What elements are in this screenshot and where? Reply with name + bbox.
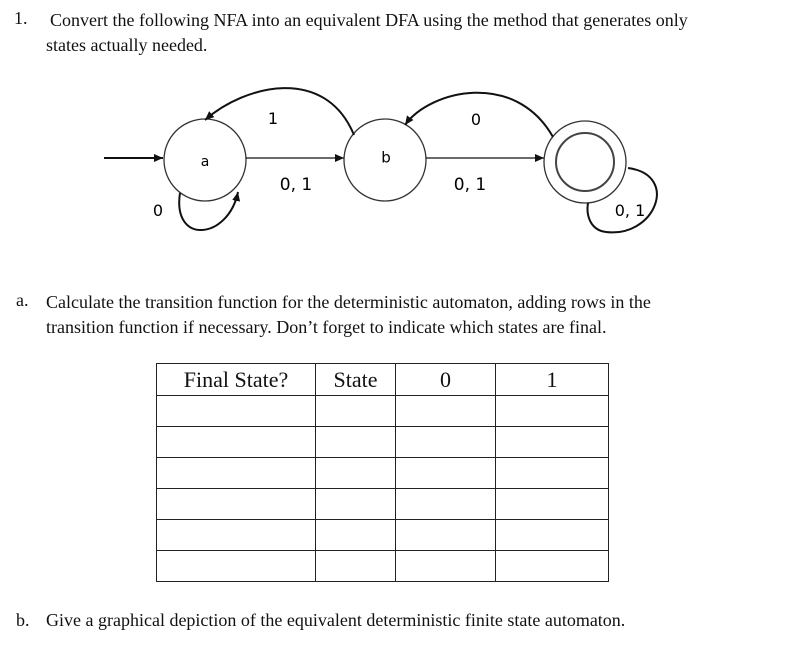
table-header-row: [157, 364, 609, 396]
table-cell[interactable]: [157, 458, 316, 489]
edge-b-to-final-label: 0, 1: [453, 175, 487, 195]
part-a-label: a.: [16, 290, 29, 310]
table-row: [157, 520, 609, 551]
table-cell[interactable]: [396, 427, 496, 458]
edge-b-to-a-label: 1: [267, 109, 279, 128]
table-cell[interactable]: [316, 458, 396, 489]
part-a-text-line1: Calculate the transition function for the deterministic automaton, adding rows in the: [46, 292, 651, 312]
part-b-label: b.: [16, 610, 30, 630]
table-cell[interactable]: [496, 551, 609, 582]
header-final-state: Final State?: [157, 364, 316, 396]
state-a-label: a: [200, 154, 210, 170]
table-cell[interactable]: [316, 396, 396, 427]
table-row: [157, 489, 609, 520]
table-row: [157, 458, 609, 489]
state-b: [344, 119, 426, 201]
table-cell[interactable]: [396, 396, 496, 427]
edge-a-self-loop-label: 0: [152, 201, 164, 220]
part-a-text: [46, 290, 786, 340]
table-cell[interactable]: [396, 458, 496, 489]
table-cell[interactable]: [316, 551, 396, 582]
table-row: [157, 396, 609, 427]
table-cell[interactable]: [157, 427, 316, 458]
edge-final-to-b-label: 0: [470, 110, 482, 129]
table-cell[interactable]: [157, 396, 316, 427]
state-final: [544, 121, 626, 203]
table-cell[interactable]: [316, 489, 396, 520]
header-input-1: 1: [496, 364, 609, 396]
table-cell[interactable]: [496, 458, 609, 489]
question-number: 1.: [14, 8, 28, 28]
table-row: [157, 427, 609, 458]
table-cell[interactable]: [157, 489, 316, 520]
question-text-line2: states actually needed.: [46, 35, 208, 55]
table-cell[interactable]: [396, 551, 496, 582]
table-cell[interactable]: [316, 520, 396, 551]
header-state: State: [316, 364, 396, 396]
state-b-label: b: [381, 148, 391, 167]
table-cell[interactable]: [396, 489, 496, 520]
table-cell[interactable]: [496, 489, 609, 520]
table-cell[interactable]: [157, 551, 316, 582]
part-a-text-line2: transition function if necessary. Don’t forget to indicate which states are final.: [46, 317, 607, 337]
table-cell[interactable]: [157, 520, 316, 551]
part-b-text: Give a graphical depiction of the equivalent deterministic finite state automaton.: [46, 610, 626, 630]
transition-table: [156, 363, 609, 582]
edge-a-to-b-label: 0, 1: [279, 175, 313, 195]
state-a: [164, 119, 246, 201]
table-cell[interactable]: [396, 520, 496, 551]
table-cell[interactable]: [496, 427, 609, 458]
table-cell[interactable]: [316, 427, 396, 458]
edge-final-self-loop-label: 0, 1: [614, 201, 646, 220]
nfa-diagram: [0, 0, 808, 260]
table-row: [157, 551, 609, 582]
header-input-0: 0: [396, 364, 496, 396]
question-text-line1: Convert the following NFA into an equivalent DFA using the method that generates only: [50, 10, 688, 30]
table-cell[interactable]: [496, 520, 609, 551]
table-cell[interactable]: [496, 396, 609, 427]
